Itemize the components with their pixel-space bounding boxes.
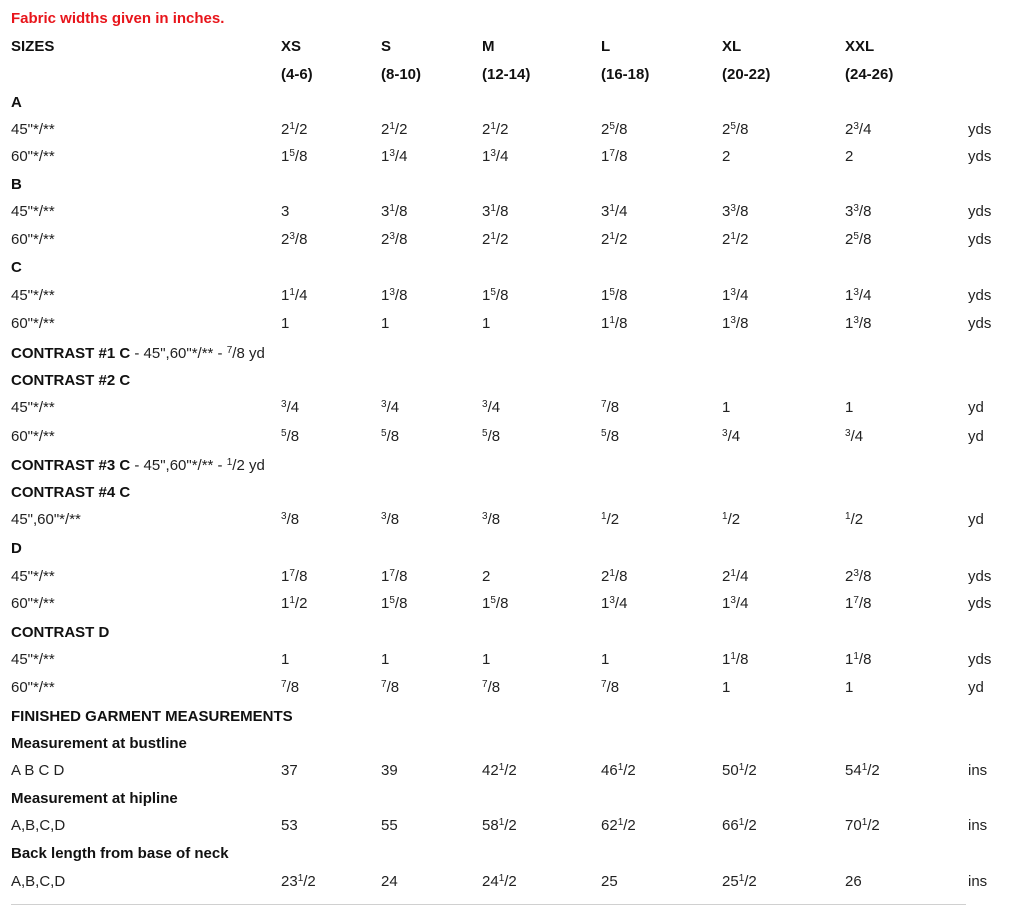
section-heading-row: [0, 371, 1024, 395]
table-cell: $2^1/2$: [482, 231, 509, 248]
size-column-header: XL: [722, 38, 742, 55]
table-cell: $^1$/2: [601, 511, 620, 528]
table-cell: $2^1/2$: [381, 121, 408, 138]
section-label: B: [11, 176, 22, 193]
section-label: A: [11, 94, 22, 111]
table-cell: $3^3/8$: [845, 203, 872, 220]
table-cell: 55: [381, 817, 398, 834]
section-label: FINISHED GARMENT MEASUREMENTS: [11, 708, 293, 725]
table-cell: $2^1/2$: [601, 231, 628, 248]
table-cell: $2^3/8$: [281, 231, 308, 248]
table-cell: $25^1/2$: [722, 873, 757, 890]
table-cell: $1^3/8$: [845, 315, 872, 332]
table-row: [0, 678, 1024, 702]
size-column-header: M: [482, 38, 495, 55]
table-cell: 3: [281, 203, 290, 220]
table-cell: $^3$/8: [381, 511, 400, 528]
table-row: [0, 594, 1024, 618]
table-row: [0, 456, 1024, 480]
fabric-width-label: 45"*/**: [11, 203, 55, 220]
table-cell: 2: [482, 568, 491, 585]
unit-label: yds: [968, 315, 992, 332]
table-cell: $24^1/2$: [482, 873, 517, 890]
fabric-width-label: 60"*/**: [11, 428, 55, 445]
table-cell: $^3$/4: [281, 399, 300, 416]
table-cell: $3^1/8$: [482, 203, 509, 220]
table-cell: $1^5/8$: [381, 595, 408, 612]
table-cell: $46^1/2$: [601, 762, 636, 779]
fabric-width-label: 45"*/**: [11, 399, 55, 416]
section-heading-row: [0, 483, 1024, 507]
size-range-header: (16-18): [601, 66, 650, 83]
fabric-width-label: 60"*/**: [11, 679, 55, 696]
table-cell: $2^1/2$: [281, 121, 308, 138]
table-cell: $^3$/4: [722, 428, 741, 445]
section-label: Measurement at bustline: [11, 735, 187, 752]
section-heading-row: [0, 844, 1024, 868]
table-cell: $1^1/4$: [281, 287, 308, 304]
table-cell: $1^7/8$: [601, 148, 628, 165]
table-cell: $58^1/2$: [482, 817, 517, 834]
table-cell: $50^1/2$: [722, 762, 757, 779]
fabric-width-label: A B C D: [11, 762, 65, 779]
fabric-width-label: 45"*/**: [11, 121, 55, 138]
section-heading-row: [0, 789, 1024, 813]
table-cell: $^3$/4: [482, 399, 501, 416]
table-cell: $1^3/8$: [381, 287, 408, 304]
table-cell: 1: [281, 315, 290, 332]
bottom-divider: [11, 904, 966, 905]
size-range-header: (8-10): [381, 66, 422, 83]
inline-contrast-label: CONTRAST #3 C - 45",60"*/** - $^1$/2 yd: [11, 457, 265, 474]
table-cell: $3^3/8$: [722, 203, 749, 220]
table-cell: $^7$/8: [482, 679, 501, 696]
section-heading-row: [0, 93, 1024, 117]
table-row: [0, 650, 1024, 674]
table-cell: 2: [722, 148, 731, 165]
table-row: [0, 344, 1024, 368]
fabric-width-label: 60"*/**: [11, 148, 55, 165]
size-column-header: L: [601, 38, 611, 55]
table-cell: $2^1/2$: [482, 121, 509, 138]
table-cell: $1^5/8$: [281, 148, 308, 165]
table-cell: 53: [281, 817, 298, 834]
table-cell: $1^5/8$: [482, 287, 509, 304]
table-cell: $^3$/4: [845, 428, 864, 445]
section-label: CONTRAST #4 C: [11, 484, 131, 501]
size-range-header: (4-6): [281, 66, 313, 83]
table-cell: $1^3/4$: [381, 148, 408, 165]
table-cell: $42^1/2$: [482, 762, 517, 779]
size-column-header: XS: [281, 38, 302, 55]
table-row: [0, 65, 1024, 89]
table-cell: 26: [845, 873, 862, 890]
section-heading-row: [0, 707, 1024, 731]
section-label: Measurement at hipline: [11, 790, 178, 807]
section-heading-row: [0, 175, 1024, 199]
table-cell: $70^1/2$: [845, 817, 880, 834]
table-cell: $54^1/2$: [845, 762, 880, 779]
unit-label: yd: [968, 428, 984, 445]
section-label: C: [11, 259, 22, 276]
table-cell: $^1$/2: [845, 511, 864, 528]
table-cell: $^5$/8: [381, 428, 400, 445]
table-cell: $1^1/8$: [601, 315, 628, 332]
table-cell: $66^1/2$: [722, 817, 757, 834]
unit-label: yd: [968, 679, 984, 696]
table-cell: 1: [381, 315, 390, 332]
unit-label: yds: [968, 231, 992, 248]
section-heading-row: [0, 539, 1024, 563]
table-row: [0, 427, 1024, 451]
table-cell: 1: [482, 651, 491, 668]
table-row: [0, 147, 1024, 171]
table-cell: 39: [381, 762, 398, 779]
table-cell: 1: [281, 651, 290, 668]
fabric-width-label: 45",60"*/**: [11, 511, 81, 528]
table-cell: 1: [482, 315, 491, 332]
inline-contrast-label: CONTRAST #1 C - 45",60"*/** - $^7$/8 yd: [11, 345, 265, 362]
fabric-width-label: 60"*/**: [11, 595, 55, 612]
unit-label: ins: [968, 817, 988, 834]
table-cell: $2^5/8$: [601, 121, 628, 138]
table-cell: $1^7/8$: [845, 595, 872, 612]
table-cell: $2^1/2$: [722, 231, 749, 248]
table-cell: $^7$/8: [281, 679, 300, 696]
table-cell: $1^3/4$: [845, 287, 872, 304]
size-range-header: (20-22): [722, 66, 771, 83]
table-cell: $2^3/8$: [845, 568, 872, 585]
table-cell: $1^3/8$: [722, 315, 749, 332]
section-heading-row: [0, 258, 1024, 282]
unit-label: yds: [968, 148, 992, 165]
fabric-width-label: 45"*/**: [11, 651, 55, 668]
table-cell: 25: [601, 873, 618, 890]
section-label: Back length from base of neck: [11, 845, 229, 862]
table-row: [0, 761, 1024, 785]
table-row: [0, 510, 1024, 534]
table-cell: 1: [381, 651, 390, 668]
table-cell: $2^3/8$: [381, 231, 408, 248]
unit-label: yds: [968, 595, 992, 612]
table-cell: $^7$/8: [381, 679, 400, 696]
table-cell: $2^3/4$: [845, 121, 872, 138]
table-row: [0, 230, 1024, 254]
unit-label: yds: [968, 568, 992, 585]
table-cell: $1^5/8$: [601, 287, 628, 304]
size-column-header: S: [381, 38, 392, 55]
table-cell: $1^1/8$: [845, 651, 872, 668]
table-cell: 1: [722, 399, 731, 416]
table-row: [0, 398, 1024, 422]
table-cell: $1^7/8$: [281, 568, 308, 585]
section-label: CONTRAST D: [11, 624, 110, 641]
table-cell: $1^3/4$: [722, 287, 749, 304]
unit-label: ins: [968, 762, 988, 779]
table-cell: $1^1/2$: [281, 595, 308, 612]
table-cell: $62^1/2$: [601, 817, 636, 834]
table-cell: $^5$/8: [601, 428, 620, 445]
table-cell: $^1$/2: [722, 511, 741, 528]
size-range-header: (12-14): [482, 66, 531, 83]
table-cell: $2^1/8$: [601, 568, 628, 585]
table-row: [0, 872, 1024, 896]
table-cell: 1: [845, 399, 854, 416]
table-cell: $1^7/8$: [381, 568, 408, 585]
table-cell: $3^1/4$: [601, 203, 628, 220]
table-row: [0, 37, 1024, 61]
unit-label: yds: [968, 651, 992, 668]
table-cell: 1: [601, 651, 610, 668]
table-cell: $^3$/8: [482, 511, 501, 528]
table-row: [0, 567, 1024, 591]
size-range-header: (24-26): [845, 66, 894, 83]
fabric-width-label: 45"*/**: [11, 568, 55, 585]
section-label: D: [11, 540, 22, 557]
table-row: [0, 314, 1024, 338]
table-cell: $^7$/8: [601, 399, 620, 416]
unit-label: yds: [968, 121, 992, 138]
table-cell: $1^1/8$: [722, 651, 749, 668]
table-cell: 24: [381, 873, 398, 890]
table-cell: 1: [845, 679, 854, 696]
unit-label: yd: [968, 511, 984, 528]
fabric-width-label: A,B,C,D: [11, 873, 66, 890]
table-cell: $1^5/8$: [482, 595, 509, 612]
table-row: [0, 286, 1024, 310]
unit-label: yds: [968, 287, 992, 304]
table-cell: $^3$/8: [281, 511, 300, 528]
unit-label: yd: [968, 399, 984, 416]
table-cell: $1^3/4$: [601, 595, 628, 612]
section-heading-row: [0, 623, 1024, 647]
unit-label: yds: [968, 203, 992, 220]
table-row: [0, 202, 1024, 226]
table-cell: $2^5/8$: [845, 231, 872, 248]
table-row: [0, 816, 1024, 840]
fabric-width-label: A,B,C,D: [11, 817, 66, 834]
fabric-width-label: 45"*/**: [11, 287, 55, 304]
table-cell: $2^5/8$: [722, 121, 749, 138]
table-cell: 1: [722, 679, 731, 696]
table-cell: $1^3/4$: [722, 595, 749, 612]
fabric-width-note: Fabric widths given in inches.: [11, 10, 225, 27]
sizes-label: SIZES: [11, 38, 55, 55]
table-cell: $23^1/2$: [281, 873, 316, 890]
unit-label: ins: [968, 873, 988, 890]
fabric-width-label: 60"*/**: [11, 231, 55, 248]
table-row: [0, 120, 1024, 144]
table-cell: $^5$/8: [281, 428, 300, 445]
table-cell: 2: [845, 148, 854, 165]
table-cell: $^7$/8: [601, 679, 620, 696]
table-cell: $^5$/8: [482, 428, 501, 445]
table-cell: $1^3/4$: [482, 148, 509, 165]
section-label: CONTRAST #2 C: [11, 372, 131, 389]
size-column-header: XXL: [845, 38, 875, 55]
section-heading-row: [0, 734, 1024, 758]
table-cell: 37: [281, 762, 298, 779]
table-cell: $3^1/8$: [381, 203, 408, 220]
table-cell: $^3$/4: [381, 399, 400, 416]
table-cell: $2^1/4$: [722, 568, 749, 585]
fabric-width-label: 60"*/**: [11, 315, 55, 332]
